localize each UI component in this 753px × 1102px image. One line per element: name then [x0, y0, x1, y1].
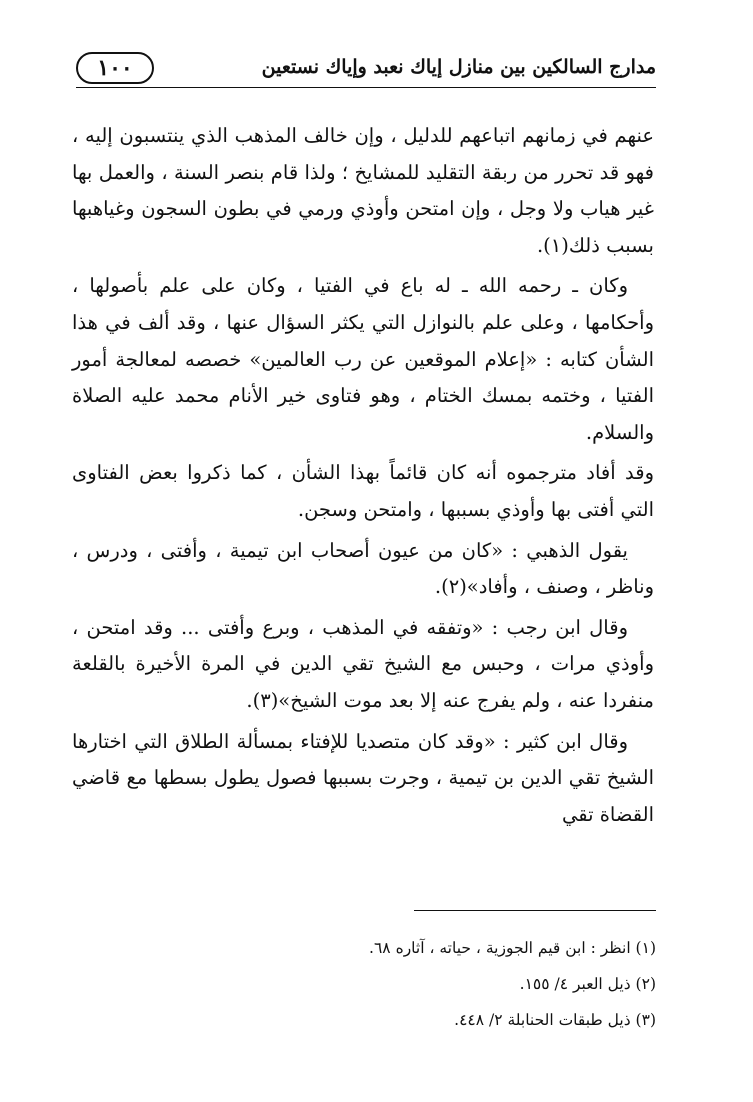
- footnotes: [200, 930, 656, 1038]
- footnote: (٢) ذيل العبر ٤/ ١٥٥.: [519, 975, 656, 993]
- paragraph: وكان ـ رحمه الله ـ له باع في الفتيا ، وكان على علم بأصولها ، وأحكامها ، وعلى علم بالنوازل التي يكثر السؤال عنها ، وقد ألف في هذا الشأن كتابه : «إعلام الموقعين عن رب العالمين» خصصه لمعالجة أمور الفتيا ، وختمه بمسك الختام ، وهو فتاوى خير الأنام محمد عليه الصلاة والسلام.: [72, 274, 654, 444]
- footnote-divider: [414, 910, 656, 911]
- running-title: مدارج السالكين بين منازل إياك نعبد وإياك نستعين: [261, 56, 656, 78]
- header-divider: [76, 87, 656, 88]
- paragraph: وقال ابن رجب : «وتفقه في المذهب ، وبرع وأفتى ... وقد امتحن ، وأوذي مرات ، وحبس مع الشيخ تقي الدين في المرة الأخيرة بالقلعة منفردا عنه ، ولم يفرج عنه إلا بعد موت الشيخ»(٣).: [72, 615, 654, 712]
- page-header: [76, 50, 656, 90]
- paragraph: وقد أفاد مترجموه أنه كان قائماً بهذا الشأن ، كما ذكروا بعض الفتاوى التي أفتى بها وأوذي بسببها ، وامتحن وسجن.: [72, 461, 654, 521]
- footnote: (٣) ذيل طبقات الحنابلة ٢/ ٤٤٨.: [454, 1011, 656, 1029]
- paragraph: عنهم في زمانهم اتباعهم للدليل ، وإن خالف المذهب الذي ينتسبون إليه ، فهو قد تحرر من ربقة التقليد للمشايخ ؛ ولذا قام بنصر السنة ، والعمل بها غير هياب ولا وجل ، وإن امتحن وأوذي ورمي في بطون السجون وغياهبها بسبب ذلك(١).: [72, 124, 654, 257]
- main-text: [72, 118, 654, 837]
- paragraph: وقال ابن كثير : «وقد كان متصديا للإفتاء بمسألة الطلاق التي اختارها الشيخ تقي الدين بن تيمية ، وجرت بسببها فصول يطول بسطها مع قاضي القضاة تقي: [72, 729, 654, 826]
- footnote: (١) انظر : ابن قيم الجوزية ، حياته ، آثاره ٦٨.: [369, 939, 656, 957]
- paragraph: يقول الذهبي : «كان من عيون أصحاب ابن تيمية ، وأفتى ، ودرس ، وناظر ، وصنف ، وأفاد»(٢).: [72, 538, 654, 599]
- page-number: ١٠٠: [76, 52, 154, 84]
